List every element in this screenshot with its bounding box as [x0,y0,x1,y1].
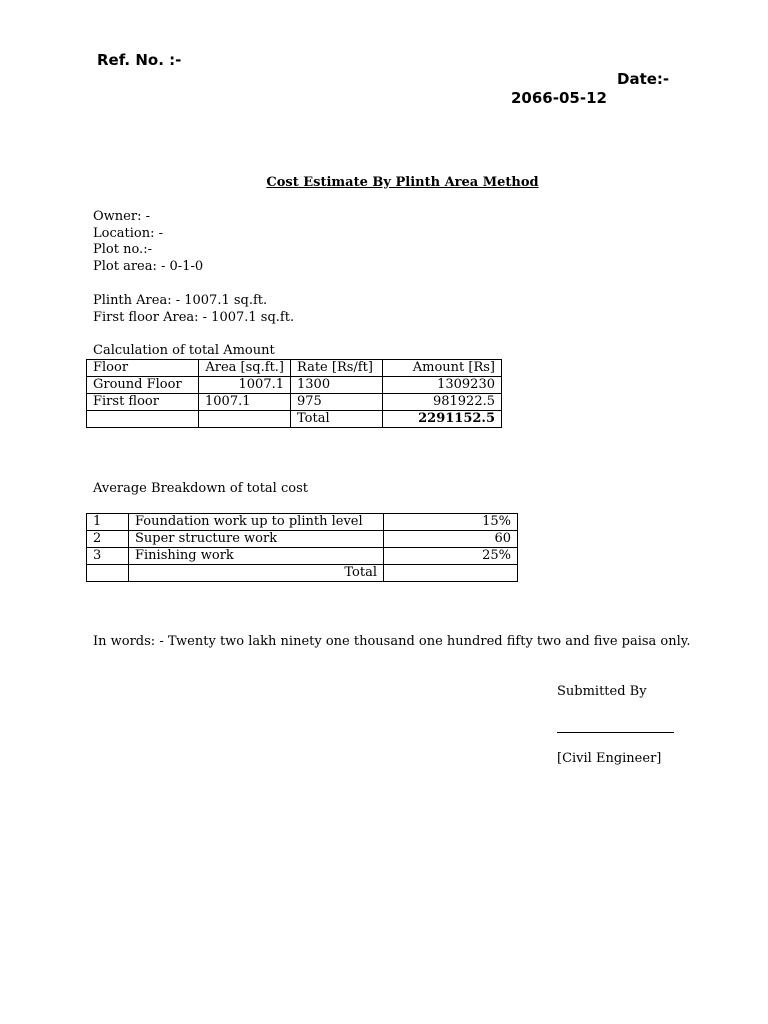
cell-floor: Ground Floor [87,377,199,394]
cell-empty [87,565,129,582]
table-row [87,531,518,548]
first-floor-area-line: First floor Area: - 1007.1 sq.ft. [93,310,295,325]
cell-floor: First floor [87,394,199,411]
cell-percent: 25% [384,548,518,565]
cell-index: 1 [87,514,129,531]
header-amount: Amount [Rs] [383,360,502,377]
calc-table [86,359,502,428]
plot-area-line: Plot area: - 0-1-0 [93,259,204,274]
cell-item: Finishing work [129,548,384,565]
total-label: Total [291,411,383,428]
cell-index: 2 [87,531,129,548]
calc-heading: Calculation of total Amount [93,343,275,358]
document-title: Cost Estimate By Plinth Area Method [266,175,539,190]
cell-amount: 981922.5 [383,394,502,411]
signature-line [557,732,674,733]
header-floor: Floor [87,360,199,377]
table-header-row [87,360,502,377]
total-label: Total [129,565,384,582]
submitted-by-label: Submitted By [557,684,647,699]
total-row [87,411,502,428]
cell-area: 1007.1 [199,394,291,411]
total-value: 2291152.5 [383,411,502,428]
plinth-area-line: Plinth Area: - 1007.1 sq.ft. [93,293,268,308]
total-row [87,565,518,582]
table-row [87,394,502,411]
header-rate: Rate [Rs/ft] [291,360,383,377]
cell-index: 3 [87,548,129,565]
date-label: Date:- [617,70,670,88]
breakdown-table [86,513,518,582]
cell-empty [199,411,291,428]
engineer-role: [Civil Engineer] [557,751,662,766]
table-row [87,377,502,394]
cell-amount: 1309230 [383,377,502,394]
header-area: Area [sq.ft.] [199,360,291,377]
cell-empty [384,565,518,582]
location-line: Location: - [93,226,163,241]
cell-percent: 60 [384,531,518,548]
breakdown-heading: Average Breakdown of total cost [93,481,308,496]
cell-item: Foundation work up to plinth level [129,514,384,531]
plot-no-line: Plot no.:- [93,242,152,257]
cell-percent: 15% [384,514,518,531]
ref-no-label: Ref. No. :- [97,51,182,69]
table-row [87,514,518,531]
cell-item: Super structure work [129,531,384,548]
cell-empty [87,411,199,428]
amount-in-words: In words: - Twenty two lakh ninety one thousand one hundred fifty two and five paisa only. [93,634,691,649]
cell-rate: 1300 [291,377,383,394]
date-value: 2066-05-12 [511,89,607,107]
cell-rate: 975 [291,394,383,411]
table-row [87,548,518,565]
cell-area: 1007.1 [199,377,291,394]
owner-line: Owner: - [93,209,150,224]
